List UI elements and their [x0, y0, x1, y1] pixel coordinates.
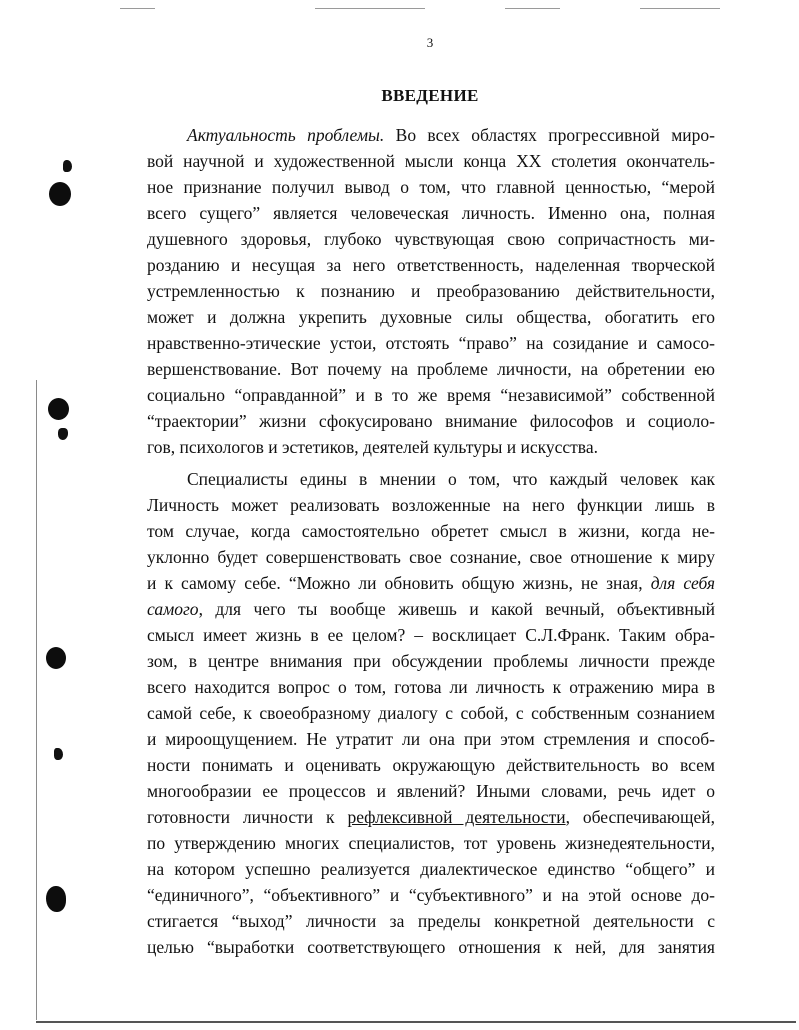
text-line: “единичного”, “объективного” и “субъективного” и на этой основе до- — [147, 885, 715, 905]
text-line: зом, в центре внимания при обсуждении проблемы личности прежде — [147, 651, 715, 671]
text-line: ности понимать и оценивать окружающую действительность во всем — [147, 755, 715, 775]
text-line: “траектории” жизни сфокусировано внимание философов и социоло- — [147, 411, 715, 431]
text-line: всего сущего” является человеческая личность. Именно она, полная — [147, 203, 715, 223]
scan-edge-line — [315, 8, 425, 9]
text-line: по утверждению многих специалистов, тот уровень жизнедеятельности, — [147, 833, 715, 853]
text-line: уклонно будет совершенствовать свое сознание, свое отношение к миру — [147, 547, 715, 567]
text-line: на котором успешно реализуется диалектическое единство “общего” и — [147, 859, 715, 879]
underlined-term: рефлексивной деятельности — [347, 807, 566, 827]
text-line: всего находится вопрос о том, готова ли личность к отражению мира в — [147, 677, 715, 697]
punch-hole — [49, 182, 71, 206]
text-line: смысл имеет жизнь в ее целом? – восклицает С.Л.Франк. Таким обра- — [147, 625, 715, 645]
text-line: и к самому себе. “Можно ли обновить общую жизнь, не зная, для себя — [147, 573, 715, 593]
scan-edge-line — [120, 8, 155, 9]
scan-edge-line — [505, 8, 560, 9]
text-line: вершенствование. Вот почему на проблеме личности, на обретении ею — [147, 359, 715, 379]
text-line: душевного здоровья, глубоко чувствующая свою сопричастность ми- — [147, 229, 715, 249]
text-line: гов, психологов и эстетиков, деятелей культуры и искусства. — [147, 437, 598, 457]
scan-bottom-edge — [36, 1021, 796, 1023]
text-line: том случае, когда самостоятельно обретет смысл в жизни, когда не- — [147, 521, 715, 541]
text-line: может и должна укрепить духовные силы общества, обогатить его — [147, 307, 715, 327]
scan-edge-line — [640, 8, 720, 9]
text-line: Личность может реализовать возложенные на него функции лишь в — [147, 495, 715, 515]
text-line: розданию и несущая за него ответственность, наделенная творческой — [147, 255, 715, 275]
text-line: самого, для чего ты вообще живешь и какой вечный, объективный — [147, 599, 715, 619]
punch-mark — [58, 428, 68, 440]
punch-hole — [48, 398, 69, 420]
text-line: и мироощущением. Не утратит ли она при этом стремления и способ- — [147, 729, 715, 749]
text-line: социально “оправданной” и в то же время “независимой” собственной — [147, 385, 715, 405]
text-line: нравственно-этические устои, отстоять “право” на созидание и самосо- — [147, 333, 715, 353]
emphasis-phrase: самого — [147, 599, 199, 619]
text-line: ное признание получил вывод о том, что главной ценностью, “мерой — [147, 177, 715, 197]
emphasis-phrase: для себя — [650, 573, 715, 593]
text-line: вой научной и художественной мысли конца XX столетия окончатель- — [147, 151, 715, 171]
page-number: 3 — [426, 35, 434, 50]
punch-mark — [63, 160, 72, 172]
punch-hole — [46, 886, 66, 912]
text-line: самой себе, к своеобразному диалогу с собой, с собственным сознанием — [147, 703, 715, 723]
text-line: многообразии ее процессов и явлений? Иными словами, речь идет о — [147, 781, 715, 801]
text-line: устремленностью к познанию и преобразованию действительности, — [147, 281, 715, 301]
text-line: Актуальность проблемы. Во всех областях прогрессивной миро- — [187, 125, 716, 145]
text-line: стигается “выход” личности за пределы конкретной деятельности с — [147, 911, 715, 931]
scan-left-edge — [36, 380, 37, 1020]
text-line: Специалисты едины в мнении о том, что каждый человек как — [187, 469, 715, 489]
text-line: целью “выработки соответствующего отношения к ней, для занятия — [147, 937, 715, 957]
punch-hole — [46, 647, 66, 669]
punch-mark — [54, 748, 63, 760]
page-title: ВВЕДЕНИЕ — [381, 86, 479, 105]
emphasis-term: Актуальность проблемы. — [187, 125, 385, 145]
text-line: готовности личности к рефлексивной деятельности, обеспечивающей, — [147, 807, 715, 827]
